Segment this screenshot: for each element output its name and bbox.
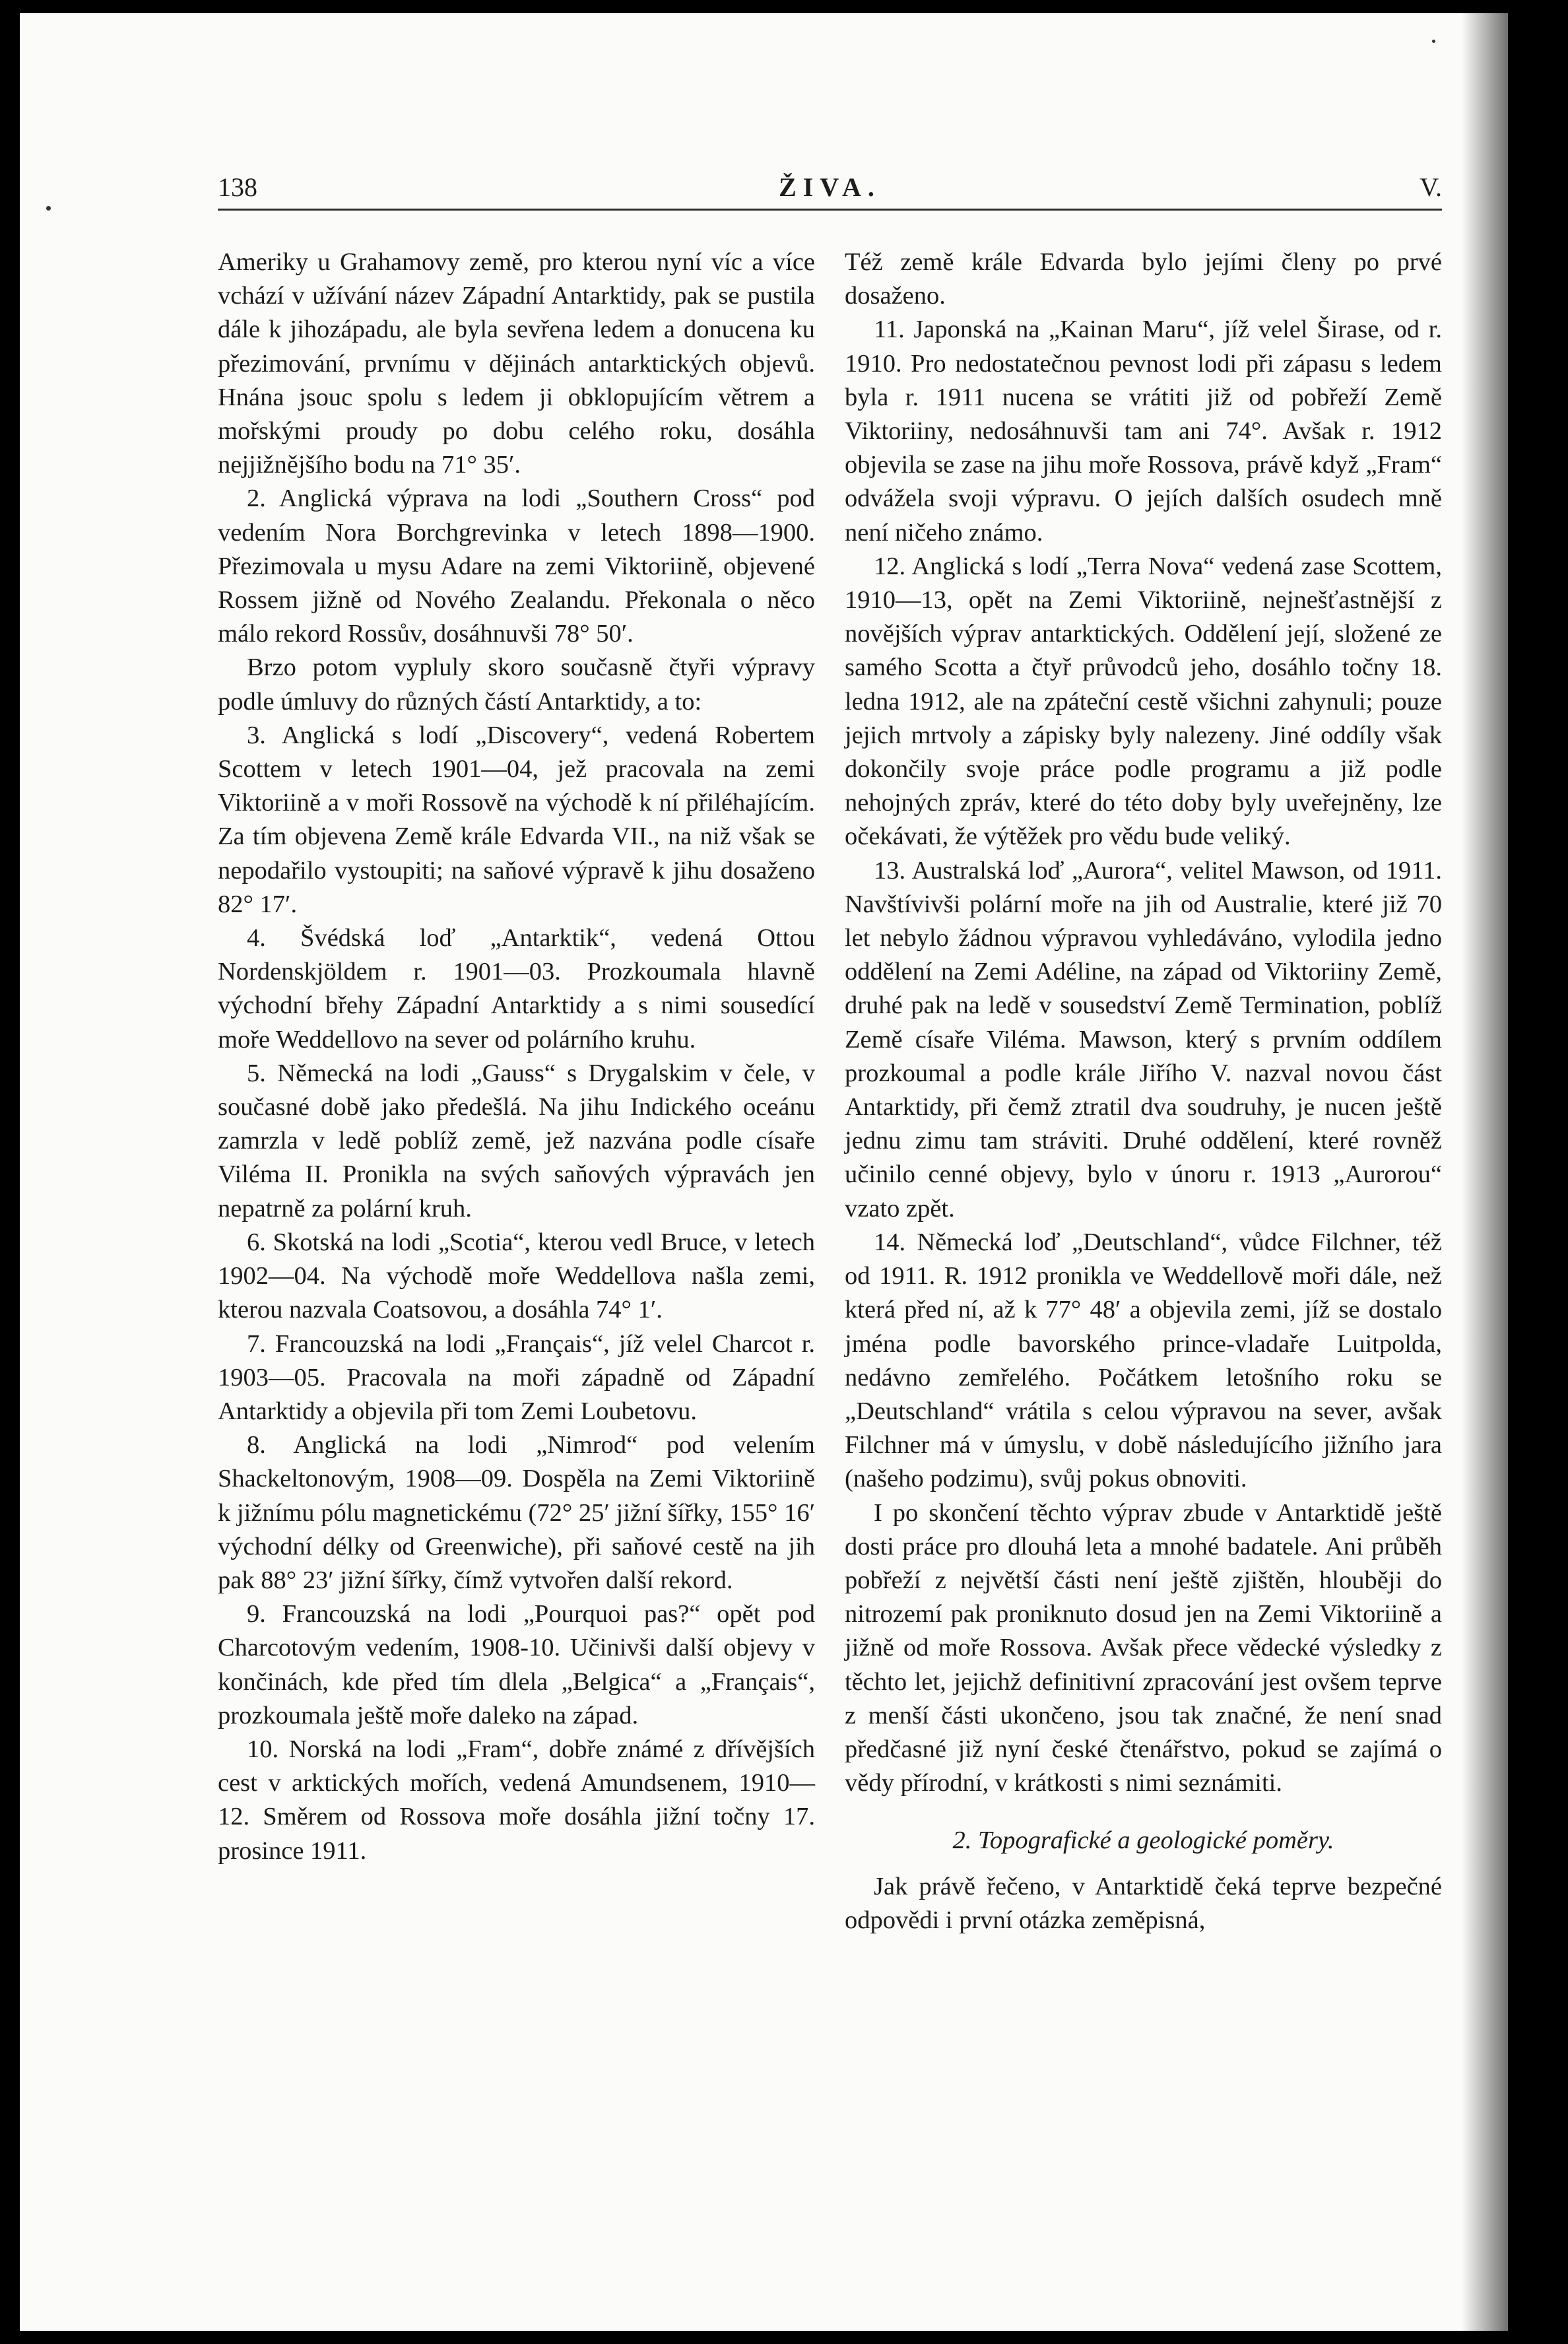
paragraph: Jak právě řečeno, v Antarktidě čeká teprve bezpečné odpovědi i první otázka zeměpisná,	[845, 1872, 1442, 1934]
section-heading: 2. Topografické a geologické poměry.	[952, 1826, 1334, 1855]
right-column	[845, 246, 1442, 1937]
paragraph: Též země krále Edvarda bylo jejími členy po prvé dosaženo.	[845, 248, 1442, 310]
paragraph: 14. Německá loď „Deutschland“, vůdce Filchner, též od 1911. R. 1912 pronikla ve Weddellově moři dále, než která před ní, až k 77° 48′ a objevila zemi, jíž se dostalo jména podle bavorského prince-vladaře Luitpolda, nedávno zemřelého. Počátkem letošního roku se „Deutschland“ vrátila s celou výpravou na sever, avšak Filchner má v úmyslu, v době následujícího jižního jara (našeho podzimu), svůj pokus obnoviti.	[845, 1228, 1442, 1493]
scan-speck	[1432, 40, 1435, 43]
paragraph: 2. Anglická výprava na lodi „Southern Cross“ pod vedením Nora Borchgrevinka v letech 1898—1900. Přezimovala u mysu Adare na zemi Viktoriině, objevené Rossem jižně od Nového Zealandu. Překonala o něco málo rekord Rossův, dosáhnuvši 78° 50′.	[218, 485, 815, 648]
left-column	[218, 246, 815, 1868]
paragraph: 9. Francouzská na lodi „Pourquoi pas?“ opět pod Charcotovým vedením, 1908-10. Učinivši další objevy v končinách, kde před tím dlela „Belgica“ a „Français“, prozkoumala ještě moře daleko na západ.	[218, 1600, 815, 1729]
scanned-page	[20, 13, 1508, 2331]
running-header	[218, 172, 1442, 211]
scan-speck	[46, 206, 51, 211]
page-number: 138	[218, 172, 257, 202]
paragraph: 10. Norská na lodi „Fram“, dobře známé z dřívějších cest v arktických mořích, vedená Amundsenem, 1910—12. Směrem od Rossova moře dosáhla jižní točny 17. prosince 1911.	[218, 1735, 815, 1865]
page-edge-shadow	[1462, 13, 1508, 2331]
paragraph: Ameriky u Grahamovy země, pro kterou nyní víc a více vchází v užívání název Západní Antarktidy, pak se pustila dále k jihozápadu, ale byla sevřena ledem a donucena ku přezimování, prvnímu v dějinách antarktických objevů. Hnána jsouc spolu s ledem ji obklopujícím větrem a mořskými proudy po dobu celého roku, dosáhla nejjižnějšího bodu na 71° 35′.	[218, 248, 815, 479]
paragraph: Brzo potom vypluly skoro současně čtyři výpravy podle úmluvy do různých částí Antarktidy, a to:	[218, 653, 815, 716]
paragraph: 6. Skotská na lodi „Scotia“, kterou vedl Bruce, v letech 1902—04. Na východě moře Weddellova našla zemi, kterou nazvala Coatsovou, a dosáhla 74° 1′.	[218, 1228, 815, 1324]
journal-title: ŽIVA.	[779, 172, 881, 202]
paragraph: 8. Anglická na lodi „Nimrod“ pod velením Shackeltonovým, 1908—09. Dospěla na Zemi Viktoriině k jižnímu pólu magnetickému (72° 25′ jižní šířky, 155° 16′ východní délky od Greenwiche), při saňové cestě na jih pak 88° 23′ jižní šířky, čímž vytvořen další rekord.	[218, 1431, 815, 1594]
paragraph: 11. Japonská na „Kainan Maru“, jíž velel Širase, od r. 1910. Pro nedostatečnou pevnost lodi při zápasu s ledem byla r. 1911 nucena se vrátiti již od pobřeží Země Viktoriiny, nedosáhnuvši tam ani 74°. Avšak r. 1912 objevila se zase na jihu moře Rossova, právě když „Fram“ odvážela svoji výpravu. O jejích dalších osudech mně není ničeho známo.	[845, 316, 1442, 547]
header-rule	[218, 209, 1442, 211]
paragraph: 13. Australská loď „Aurora“, velitel Mawson, od 1911. Navštívivši polární moře na jih od Australie, které již 70 let nebylo žádnou výpravou vyhledáváno, vylodila jedno oddělení na Zemi Adéline, na západ od Viktoriiny Země, druhé pak na ledě v sousedství Země Termination, poblíž Země císaře Viléma. Mawson, který s prvním oddílem prozkoumal a podle krále Jiřího V. nazval novou část Antarktidy, při čemž ztratil dva soudruhy, je nucen ještě jednu zimu tam stráviti. Druhé oddělení, které rovněž učinilo cenné objevy, bylo v únoru r. 1913 „Aurorou“ vzato zpět.	[845, 856, 1442, 1222]
volume-number: V.	[1420, 172, 1442, 202]
paragraph: 3. Anglická s lodí „Discovery“, vedená Robertem Scottem v letech 1901—04, jež pracovala na zemi Viktoriině a v moři Rossově na východě k ní přiléhajícím. Za tím objevena Země krále Edvarda VII., na niž však se nepodařilo vystoupiti; na saňové výpravě k jihu dosaženo 82° 17′.	[218, 721, 815, 918]
paragraph: 4. Švédská loď „Antarktik“, vedená Ottou Nordenskjöldem r. 1901—03. Prozkoumala hlavně východní břehy Západní Antarktidy a s nimi sousedící moře Weddellovo na sever od polárního kruhu.	[218, 924, 815, 1054]
paragraph: 12. Anglická s lodí „Terra Nova“ vedená zase Scottem, 1910—13, opět na Zemi Viktoriině, nejnešťastnější z novějších výprav antarktických. Oddělení její, složené ze samého Scotta a čtyř průvodců jeho, dosáhlo točny 18. ledna 1912, ale na zpáteční cestě všichni zahynuli; pouze jejich mrtvoly a zápisky byly nalezeny. Jiné oddíly však dokončily svoje práce podle programu a již podle nehojných zpráv, které do této doby byly uveřejněny, lze očekávati, že výtěžek pro vědu bude veliký.	[845, 552, 1442, 851]
paragraph: 5. Německá na lodi „Gauss“ s Drygalskim v čele, v současné době jako předešlá. Na jihu Indického oceánu zamrzla v ledě poblíž země, jež nazvána podle císaře Viléma II. Pronikla na svých saňových výpravách jen nepatrně za polární kruh.	[218, 1059, 815, 1222]
paragraph: 7. Francouzská na lodi „Français“, jíž velel Charcot r. 1903—05. Pracovala na moři západně od Západní Antarktidy a objevila při tom Zemi Loubetovu.	[218, 1329, 815, 1425]
paragraph: I po skončení těchto výprav zbude v Antarktidě ještě dosti práce pro dlouhá leta a mnohé badatele. Ani průběh pobřeží z největší části není ještě zjištěn, hlouběji do nitrozemí pak proniknuto dosud jen na Zemi Viktoriině a jižně od moře Rossova. Avšak přece vědecké výsledky z těchto let, jejichž definitivní zpracování jest ovšem teprve z menší části ukončeno, jsou tak značné, že není snad předčasné již nyní české čtenářstvo, pokud se zajímá o vědy přírodní, v krátkosti s nimi seznámiti.	[845, 1498, 1442, 1797]
